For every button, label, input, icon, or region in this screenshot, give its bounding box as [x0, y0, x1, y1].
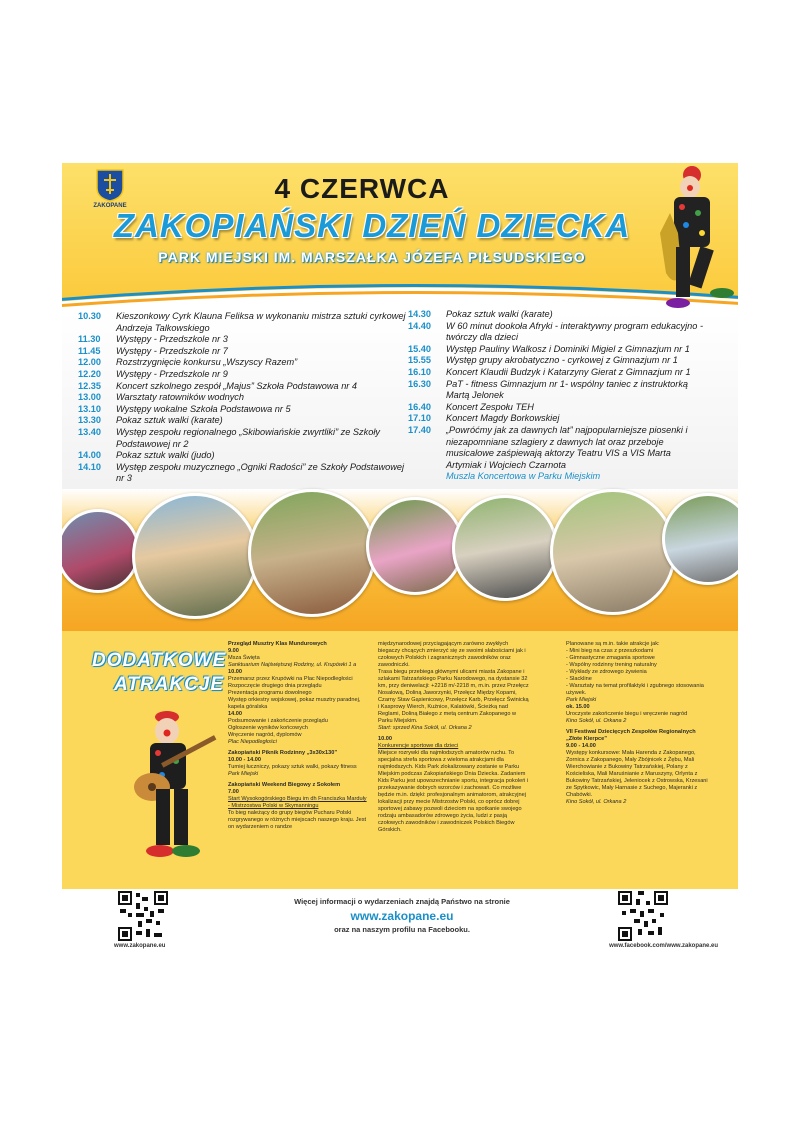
- extra-column-2: międzynarodowej przyciągającym zarówno zwykłych biegaczy chcących zmierzyć się ze swoimi słabościami jak i czołowych Polskich i zagranicznych zawodników oraz zawodniczki. Trasa biegu przebiega głównymi ulicami miasta Zakopane i szlakami Tatrzańskiego Parku Narodowego, na dystansie 32 km, przy deniwelacji: +2218 m/-2218 m, m.in. przez Przełęcz Nosalową, Doliną Jaworzynki, Przełęcz Między Kopami, Czarny Staw Gąsienicowy, Przełęcz Karb, Przełęcz Świnicką i Kasprowy Wierch, Kuźnice, Kalatówki, Ścieżką nad Reglami, Doliną Białego z metą centrum Zakopanego w Parku Miejskim. Start: sprzed Kina Sokół, ul. Orkana 2 10.00 Konkurencje sportowe dla dzieci Miejsce rozrywki dla najmłodszych amatorów ruchu. To specjalna strefa sportowa z wieloma atrakcjami dla najmłodszych. Kids Park zlokalizowany zostanie w Parku Miejskim podczas Zakopiańskiego Dnia Dziecka. Zadaniem Kids Parku jest upowszechnianie sportu, integracja pokoleń i przekazywanie dobrych wzorców i zachowań. Co możliwe będzie m.in. dzięki: profesjonalnym animatorom, atrakcyjnej lokalizacji przy mecie Mistrzostw Polski, co oprócz dobrej sportowej zabawy pozwoli dzieciom na spotkanie swojego rodzaju ambasadorów zdrowego życia, ludzi z pasją czołowych zawodników i zawodniczek Polskich Biegów Górskich.: [378, 641, 529, 833]
- poster-subtitle: PARK MIEJSKI IM. MARSZAŁKA JÓZEFA PIŁSUDSKIEGO: [158, 249, 586, 265]
- schedule-left-column: [78, 311, 408, 485]
- poster: [62, 163, 738, 951]
- event-time: 14.00: [78, 450, 101, 461]
- photo-kids-park: [550, 489, 676, 615]
- event-description: Występy - Przedszkole nr 3: [116, 334, 228, 345]
- schedule-event: [78, 415, 408, 427]
- event-time: 16.30: [408, 378, 431, 389]
- extra-column-3: Planowane są m.in. takie atrakcje jak: - Mini bieg na czas z przeszkodami - Gimnastyczne zmagania sportowe - Wspólny rodzinny trening naturalny - Wykłady ze zdrowego żywienia - Slackline - Warsztaty na temat profilaktyki i zgubnego stosowania używek. Park Miejski ok. 15.00 Uroczyste zakończenie biegu i wręczenie nagród Kino Sokół, ul. Orkana 2 VII Festiwal Dziecięcych Zespołów Regionalnych „Złote Kierpce” 9.00 - 14.00 Występy konkursowe: Mała Harenda z Zakopanego, Zornica z Zakopanego, Mały Zbójnicek z Żębu, Mali Wierchowianie z Bukowiny Tatrzańskiej, Polany z Kościeliska, Mali Maruśnianie z Maruszyny, Orlynta z Bukowiny Tatrzańskiej, Jeleniocek z Ostrowska, Krzesani ze Spytkowic, Mały Harnasie z Suchego, Majeranki z Chabówki. Kino Sokół, ul. Orkana 2: [566, 641, 708, 805]
- schedule-event: [78, 404, 408, 416]
- event-time: 12.00: [78, 357, 101, 368]
- schedule-event: [408, 321, 708, 344]
- event-description: Kieszonkowy Cyrk Klauna Feliksa w wykonaniu mistrza sztuki cyrkowej Andrzeja Talkowskiego: [116, 311, 406, 333]
- schedule-event: [78, 369, 408, 381]
- event-description: Występ grupy akrobatyczno - cyrkowej z Gimnazjum nr 1: [446, 355, 678, 366]
- schedule-event: [78, 346, 408, 358]
- event-description: Pokaz sztuk walki (judo): [116, 450, 215, 461]
- event-time: 15.55: [408, 355, 431, 366]
- event-time: 14.10: [78, 461, 101, 472]
- footer-info-line3: oraz na naszym profilu na Facebooku.: [334, 925, 470, 934]
- footer-info-line1: Więcej informacji o wydarzeniach znajdą Państwo na stronie: [294, 897, 510, 906]
- schedule-event: [78, 450, 408, 462]
- crest-label: ZAKOPANE: [93, 203, 127, 209]
- photo-park-stage: [248, 489, 376, 617]
- event-description: Pokaz sztuk walki (karate): [446, 309, 553, 319]
- extra-attractions-title: DODATKOWE ATRAKCJE: [92, 650, 227, 695]
- schedule-event: [408, 344, 708, 356]
- qr-left-label: www.zakopane.eu: [114, 943, 166, 949]
- qr-right-label: www.facebook.com/www.zakopane.eu: [609, 943, 718, 949]
- event-description: Występy wokalne Szkoła Podstawowa nr 5: [116, 403, 291, 414]
- poster-footer: [62, 889, 738, 951]
- event-description: Występy - Przedszkole nr 9: [116, 368, 228, 379]
- schedule-event: [78, 427, 408, 450]
- event-description: Występy - Przedszkole nr 7: [116, 345, 228, 356]
- qr-code-icon[interactable]: [118, 891, 168, 941]
- event-description: Występ zespołu muzycznego „Ogniki Radości” ze Szkoły Podstawowej nr 3: [116, 461, 404, 484]
- event-time: 13.00: [78, 392, 101, 403]
- footer-website-link[interactable]: www.zakopane.eu: [350, 909, 454, 923]
- schedule-event: [78, 381, 408, 393]
- event-time: 11.45: [78, 345, 101, 356]
- schedule-event: [78, 357, 408, 369]
- event-description: „Powróćmy jak za dawnych lat” najpopularniejsze piosenki i niezapomniane szlagiery z dawnych lat oraz przeboje musicalowe zaśpiewają aktorzy Teatru VIS a VIS Marta Artymiak i Wojciech Czarnota: [446, 424, 688, 470]
- event-description: Występ Pauliny Walkosz i Dominiki Migiel z Gimnazjum nr 1: [446, 343, 690, 354]
- event-date: 4 CZERWCA: [274, 173, 450, 204]
- event-time: 15.40: [408, 343, 431, 354]
- schedule-event: [408, 367, 708, 379]
- event-description: Rozstrzygnięcie konkursu „Wszyscy Razem”: [116, 357, 298, 368]
- poster-header: [62, 163, 738, 308]
- event-time: 12.35: [78, 380, 101, 391]
- event-time: 16.40: [408, 401, 431, 412]
- schedule-event: [408, 402, 708, 414]
- event-description: Koncert Zespołu TEH: [446, 401, 534, 412]
- event-description: Pokaz sztuk walki (karate): [116, 415, 223, 426]
- event-time: 16.10: [408, 366, 431, 377]
- event-time: 14.40: [408, 320, 431, 331]
- schedule-event: [78, 392, 408, 404]
- event-time: 12.20: [78, 368, 101, 379]
- qr-code-icon[interactable]: [618, 891, 668, 941]
- schedule-right-column: [408, 309, 708, 483]
- photo-street-event: [452, 495, 558, 601]
- event-description: Koncert Magdy Borkowskiej: [446, 413, 560, 424]
- event-description: Występ zespołu regionalnego „Skibowiańskie zwyrtliki” ze Szkoły Podstawowej nr 2: [116, 426, 380, 449]
- event-time: 11.30: [78, 334, 101, 345]
- event-time: 13.10: [78, 403, 101, 414]
- schedule-venue: Muszla Koncertowa w Parku Miejskim: [446, 471, 601, 482]
- event-description: Koncert szkolnego zespół „Majus” Szkoła Podstawowa nr 4: [116, 380, 358, 391]
- event-description: PaT - fitness Gimnazjum nr 1- wspólny taniec z instruktorką Martą Jelonek: [446, 378, 689, 401]
- event-time: 13.30: [78, 415, 101, 426]
- event-time: 10.30: [78, 311, 101, 321]
- extra-column-1: Przegląd Musztry Klas Mundurowych 9.00 Msza Święta Sanktuarium Najświętszej Rodziny, ul. Krupówki 1 a 10.00 Przemarsz przez Krupówki na Plac Niepodległości Rozpoczęcie drugiego dnia przeglądu Prezentacja programu dowolnego Występ orkiestry wojskowej, pokaz musztry paradnej, kapela góralska 14.00 Podsumowanie i zakończenie przeglądu Ogłoszenie wyników końcowych Wręczenie nagród, dyplomów Plac Niepodległości Zakopiański Piknik Rodzinny „3x30x130” 10.00 - 14.00 Turniej łuczniczy, pokazy sztuk walki, pokazy fitness Park Miejski Zakopiański Weekend Biegowy z Sokołem 7.00 Start Wysokogórskiego Biegu im dh Franciszka Marduły - Mistrzostwa Polski w Skymanningu To bieg należący do grupy biegów Pucharu Polski rozgrywanego w różnych miejscach naszego kraju. Jest on wydarzeniem o randze: [228, 641, 367, 830]
- photo-strip: [62, 489, 738, 631]
- event-time: 17.10: [408, 413, 431, 424]
- photo-dance-show: [366, 497, 464, 595]
- schedule-event: [78, 334, 408, 346]
- schedule-event: [408, 355, 708, 367]
- extra-attractions-section: [62, 631, 738, 889]
- photo-children-performing: [132, 493, 258, 619]
- schedule-event: [408, 413, 708, 425]
- event-time: 13.40: [78, 426, 101, 437]
- event-description: Koncert Klaudii Budzyk i Katarzyny Gierat z Gimnazjum nr 1: [446, 366, 691, 377]
- clown-guitar-illustration: [122, 703, 232, 883]
- event-time: 14.30: [408, 309, 431, 319]
- schedule-event: [78, 311, 408, 334]
- poster-title: ZAKOPIAŃSKI DZIEŃ DZIECKA: [113, 207, 631, 244]
- schedule-event: [408, 309, 708, 321]
- zakopane-crest-icon: [95, 168, 125, 202]
- event-description: W 60 minut dookoła Afryki - interaktywny program edukacyjno - twórczy dla dzieci: [446, 320, 704, 343]
- event-time: 17.40: [408, 424, 431, 435]
- schedule-event: [408, 425, 708, 471]
- schedule-event: [78, 462, 408, 485]
- event-description: Warsztaty ratowników wodnych: [116, 392, 244, 403]
- schedule-event: [408, 379, 708, 402]
